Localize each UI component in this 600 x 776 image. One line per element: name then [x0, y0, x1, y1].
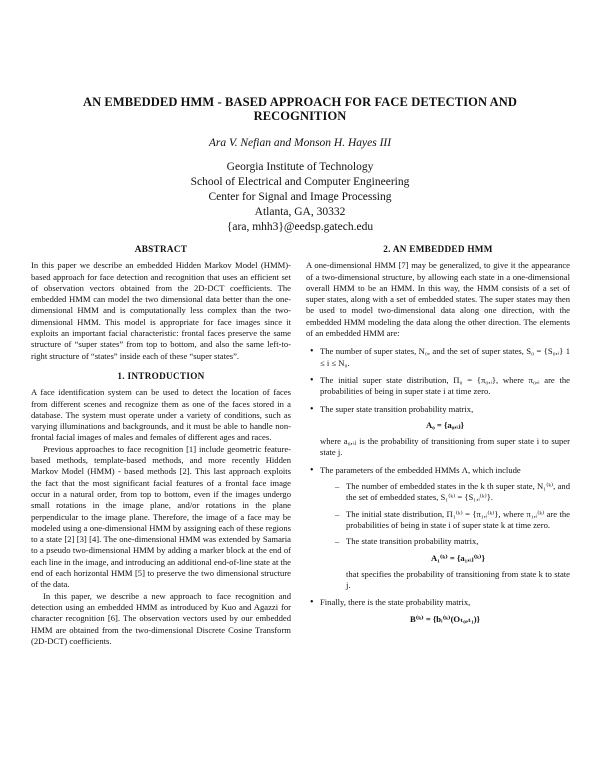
list-item-text: The parameters of the embedded HMMs Λ, which include	[320, 464, 521, 475]
sub-list-item-text: that specifies the probability of transitioning from state k to state j.	[346, 568, 570, 591]
embedded-params-list	[320, 481, 570, 591]
sub-list-item	[346, 481, 570, 504]
abstract-heading: ABSTRACT	[134, 244, 188, 254]
list-item	[320, 465, 570, 592]
sub-list-item-text: The initial state distribution, Π₁⁽ᵏ⁾ = {π₁,ᵢ⁽ᵏ⁾}, where π₁,ᵢ⁽ᵏ⁾ are the probabilities of being in state i of super state k at time zero.	[346, 508, 570, 530]
affiliation-email: {ara, mhh3}@eedsp.gatech.edu	[226, 221, 374, 233]
affiliation-line: Atlanta, GA, 30332	[254, 206, 346, 218]
affiliation-line: Center for Signal and Image Processing	[208, 191, 392, 203]
affiliation-line: School of Electrical and Computer Engineering	[190, 176, 410, 188]
introduction-heading: 1. INTRODUCTION	[117, 370, 205, 381]
hmm-elements-list	[306, 346, 570, 625]
list-item-text: where a₀,ᵢⱼ is the probability of transitioning from super state i to super state j.	[320, 436, 570, 458]
equation: B⁽ᵏ⁾ = {bᵢ⁽ᵏ⁾(Oₜ₀,ₜ₁)}	[409, 613, 481, 624]
left-column	[31, 244, 291, 647]
list-item-text: The initial super state distribution, Π₀ = {π₀,ᵢ}, where π₀,ᵢ are the probabilities of being in super state i at time zero.	[320, 374, 570, 397]
paper-title: AN EMBEDDED HMM - BASED APPROACH FOR FACE DETECTION AND RECOGNITION	[82, 95, 518, 123]
intro-paragraph-1: A face identification system can be used to detect the location of faces from different scenes and recognize them as one of the faces stored in a database. The system must operate under a variety of conditions, such as varying illuminations and backgrounds, and it must be able to handle non-frontal facial images of males and females of different ages and races.	[31, 387, 291, 443]
list-item	[320, 375, 570, 398]
equation: A₁⁽ᵏ⁾ = {a₁,ᵢⱼ⁽ᵏ⁾}	[430, 552, 485, 563]
intro-paragraph-2: Previous approaches to face recognition [1] include geometric feature-based methods, template-based methods, and more recently Hidden Markov Model (HMM) - based methods [2]. This last approach exploits the fact that the most significant facial features of a frontal face image occur in a natural order, from top to bottom, even if the images undergo small rotations in the image plane, and/or rotations in the plane perpendicular to the image plane. Therefore, the image of a face may be modeled using a one-dimensional HMM by assigning each of these regions to a state [2] [3] [4]. The one-dimensional HMM was extended by Samaria to a pseudo two-dimensional HMM by adding a marker block at the end of each line in the image, and introducing an additional end-of-line state at the end of each horizontal HMM [5] to preserve the two dimensional structure of the data.	[31, 443, 291, 590]
intro-paragraph-3: In this paper, we describe a new approach to face recognition and detection using an embedded HMM as introduced by Kuo and Agazzi for character recognition [6]. The observation vectors used by our embedded HMM are obtained from the two-dimensional Discrete Cosine Transform (2D-DCT) coefficients.	[31, 590, 291, 646]
right-column	[306, 244, 570, 631]
sub-list-item	[346, 536, 570, 591]
sub-list-item-text: The state transition probability matrix,	[346, 536, 479, 547]
list-item-text: Finally, there is the state probability matrix,	[320, 597, 471, 608]
section2-paragraph: A one-dimensional HMM [7] may be generalized, to give it the appearance of a two-dimensional structure, by allowing each state in a one-dimensional overall HMM to be an HMM. In this way, the HMM consists of a set of super states, along with a set of embedded states. The super states may then be used to model two-dimensional data along one direction, with the embedded HMM modeling the data along the other direction. The elements of an embedded HMM are:	[306, 260, 570, 339]
list-item	[320, 404, 570, 459]
list-item-text: The number of super states, N₀, and the set of super states, S₀ = {S₀,ᵢ} 1 ≤ i ≤ N₀.	[320, 346, 570, 368]
sub-list-item-text: The number of embedded states in the k th super state, N₁⁽ᵏ⁾, and the set of embedded states, S₁⁽ᵏ⁾ = {S₁,ᵢ⁽ᵏ⁾}.	[346, 481, 570, 503]
affiliation-line: Georgia Institute of Technology	[226, 161, 374, 173]
list-item	[320, 346, 570, 369]
sub-list-item	[346, 509, 570, 532]
list-item	[320, 597, 570, 625]
equation: A₀ = {a₀,ᵢⱼ}	[426, 419, 464, 430]
paper-authors: Ara V. Nefian and Monson H. Hayes III	[208, 137, 392, 149]
abstract-text: In this paper we describe an embedded Hidden Markov Model (HMM)-based approach for face detection and recognition that uses an efficient set of observation vectors obtained from the 2D-DCT coefficients. The embedded HMM can model the two dimensional data better than the one-dimensional HMM and is computationally less complex than the two-dimensional HMM. This model is appropriate for face images since it exploits an important facial characteristic: frontal faces preserve the same structure of “super states” from top to bottom, and also the same left-to-right structure of “states” inside each of these “super states”.	[31, 260, 291, 361]
affiliation-block	[40, 160, 560, 235]
section2-heading: 2. AN EMBEDDED HMM	[383, 244, 493, 254]
list-item-text: The super state transition probability matrix,	[320, 403, 474, 414]
